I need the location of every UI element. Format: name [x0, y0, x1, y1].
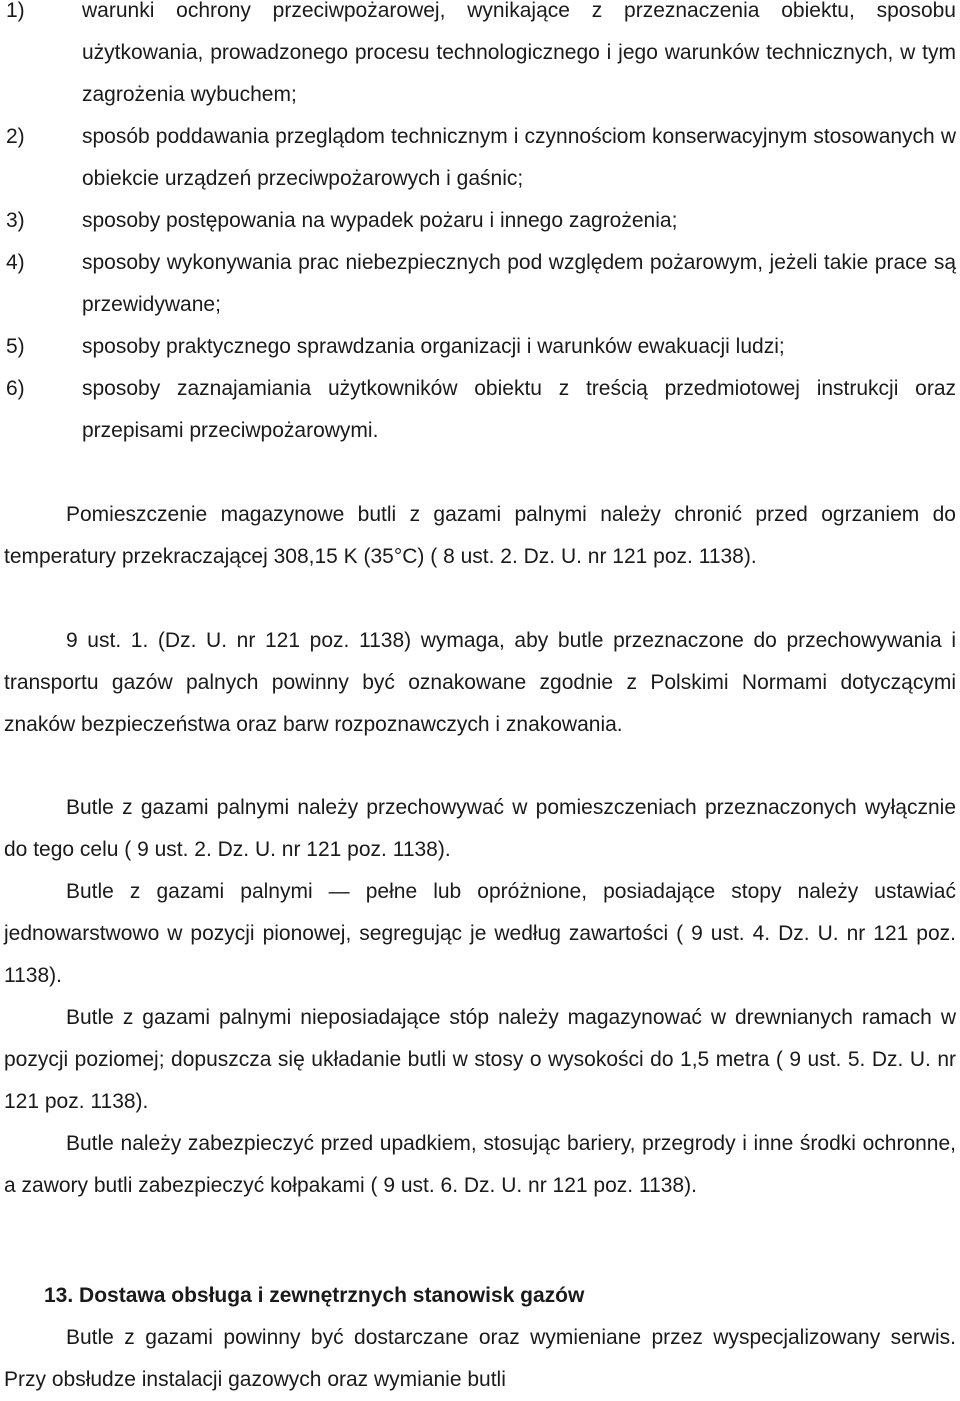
paragraph: Butle z gazami palnymi — pełne lub opróżnione, posiadające stopy należy ustawiać jednowarstwowo w pozycji pionowej, segregując je według zawartości ( 9 ust. 4. Dz. U. nr 121 poz. 1138). [4, 880, 956, 987]
list-item-number: 3) [6, 209, 25, 232]
paragraph: Pomieszczenie magazynowe butli z gazami palnymi należy chronić przed ogrzaniem do temperatury przekraczającej 308,15 K (35°C) ( 8 ust. 2. Dz. U. nr 121 poz. 1138). [4, 503, 956, 568]
section-title: Dostawa obsługa i zewnętrznych stanowisk gazów [79, 1284, 585, 1307]
list-item [6, 0, 956, 116]
section-number: 13. [44, 1284, 74, 1307]
list-item-text: warunki ochrony przeciwpożarowej, wynikające z przeznaczenia obiektu, sposobu użytkowania, prowadzonego procesu technologicznego i jego warunków technicznych, w tym zagrożenia wybuchem; [82, 0, 956, 106]
paragraph: 9 ust. 1. (Dz. U. nr 121 poz. 1138) wymaga, aby butle przeznaczone do przechowywania i transportu gazów palnych powinny być oznakowane zgodnie z Polskimi Normami dotyczącymi znaków bezpieczeństwa oraz barw rozpoznawczych i znakowania. [4, 629, 956, 736]
paragraph: Butle z gazami powinny być dostarczane oraz wymieniane przez wyspecjalizowany serwis. Przy obsłudze instalacji gazowych oraz wymianie butli [4, 1326, 956, 1391]
list-item-number: 4) [6, 251, 25, 274]
list-item [6, 242, 956, 326]
list-item-text: sposoby praktycznego sprawdzania organizacji i warunków ewakuacji ludzi; [82, 335, 785, 358]
paragraph: Butle z gazami palnymi nieposiadające stóp należy magazynować w drewnianych ramach w pozycji poziomej; dopuszcza się układanie butli w stosy o wysokości do 1,5 metra ( 9 ust. 5. Dz. U. nr 121 poz. 1138). [4, 1006, 956, 1113]
list-item-number: 5) [6, 335, 25, 358]
section-heading [44, 1275, 584, 1317]
list-item [6, 116, 956, 200]
list-item-text: sposoby postępowania na wypadek pożaru i innego zagrożenia; [82, 209, 678, 232]
list-item-text: sposoby zaznajamiania użytkowników obiektu z treścią przedmiotowej instrukcji oraz przepisami przeciwpożarowymi. [82, 377, 956, 442]
list-item-text: sposoby wykonywania prac niebezpiecznych pod względem pożarowym, jeżeli takie prace są przewidywane; [82, 251, 956, 316]
list-item [6, 368, 956, 452]
list-item [6, 326, 956, 368]
list-item-number: 1) [6, 0, 25, 22]
paragraph: Butle z gazami palnymi należy przechowywać w pomieszczeniach przeznaczonych wyłącznie do tego celu ( 9 ust. 2. Dz. U. nr 121 poz. 1138). [4, 796, 956, 861]
list-item-number: 6) [6, 377, 25, 400]
list-item-number: 2) [6, 125, 25, 148]
paragraph: Butle należy zabezpieczyć przed upadkiem, stosując bariery, przegrody i inne środki ochronne, a zawory butli zabezpieczyć kołpakami ( 9 ust. 6. Dz. U. nr 121 poz. 1138). [4, 1132, 956, 1197]
list-item-text: sposób poddawania przeglądom technicznym i czynnościom konserwacyjnym stosowanych w obiekcie urządzeń przeciwpożarowych i gaśnic; [82, 125, 956, 190]
list-item [6, 200, 956, 242]
